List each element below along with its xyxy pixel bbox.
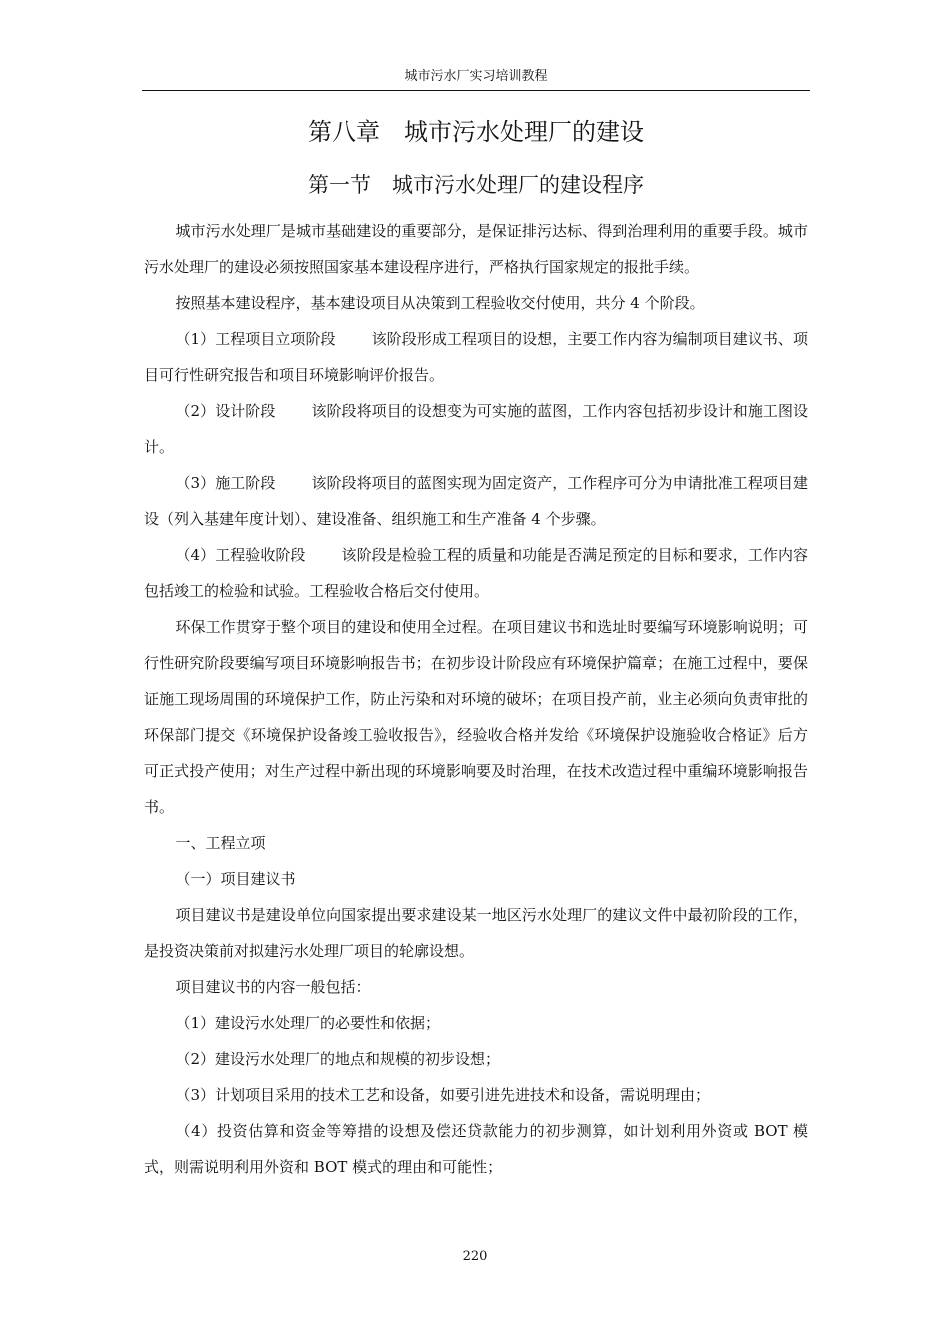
stage-2-text: 该阶段将项目的设想变为可实施的蓝图，工作内容包括初步设计和施工图设计。 [144, 402, 808, 456]
stage-4-name: （4）工程验收阶段 [175, 546, 306, 564]
stage-2-paragraph [144, 393, 808, 465]
stage-4-text: 该阶段是检验工程的质量和功能是否满足预定的目标和要求，工作内容包括竣工的检验和试验。工程验收合格后交付使用。 [144, 546, 808, 600]
paragraph-intro: 城市污水处理厂是城市基础建设的重要部分，是保证排污达标、得到治理利用的重要手段。城市污水处理厂的建设必须按照国家基本建设程序进行，严格执行国家规定的报批手续。 [144, 222, 808, 276]
stage-4-paragraph [144, 537, 808, 609]
paragraph-proposal-definition: 项目建议书是建设单位向国家提出要求建设某一地区污水处理厂的建议文件中最初阶段的工作，是投资决策前对拟建污水处理厂项目的轮廓设想。 [144, 906, 808, 960]
list-item-2: （2）建设污水处理厂的地点和规模的初步设想； [175, 1050, 501, 1068]
paragraph-stages-overview: 按照基本建设程序，基本建设项目从决策到工程验收交付使用，共分 4 个阶段。 [175, 294, 705, 312]
stage-1-paragraph [144, 321, 808, 393]
stage-3-paragraph [144, 465, 808, 537]
header-title: 城市污水厂实习培训教程 [404, 69, 548, 84]
list-item-4: （4）投资估算和资金等筹措的设想及偿还贷款能力的初步测算，如计划利用外资或 BOT 模式，则需说明利用外资和 BOT 模式的理由和可能性； [144, 1122, 808, 1176]
page-header [142, 64, 810, 91]
stage-1-text: 该阶段形成工程项目的设想，主要工作内容为编制项目建议书、项目可行性研究报告和项目环境影响评价报告。 [144, 330, 808, 384]
heading-project-approval: 一、工程立项 [175, 834, 266, 852]
list-item-1: （1）建设污水处理厂的必要性和依据； [175, 1014, 441, 1032]
heading-project-proposal: （一）项目建议书 [175, 870, 296, 888]
list-item-3: （3）计划项目采用的技术工艺和设备，如要引进先进技术和设备，需说明理由； [175, 1086, 711, 1104]
stage-2-name: （2）设计阶段 [175, 402, 276, 420]
stage-3-name: （3）施工阶段 [175, 474, 276, 492]
section-title: 第一节 城市污水处理厂的建设程序 [308, 173, 644, 197]
page-number: 220 [462, 1249, 488, 1264]
stage-3-text: 该阶段将项目的蓝图实现为固定资产，工作程序可分为申请批准工程项目建设（列入基建年度计划）、建设准备、组织施工和生产准备 4 个步骤。 [144, 474, 808, 528]
paragraph-environmental: 环保工作贯穿于整个项目的建设和使用全过程。在项目建议书和选址时要编写环境影响说明；可行性研究阶段要编写项目环境影响报告书；在初步设计阶段应有环境保护篇章；在施工过程中，要保证施工现场周围的环境保护工作，防止污染和对环境的破坏；在项目投产前，业主必须向负责审批的环保部门提交《环境保护设备竣工验收报告》，经验收合格并发给《环境保护设施验收合格证》后方可正式投产使用；对生产过程中新出现的环境影响要及时治理，在技术改造过程中重编环境影响报告书。 [144, 618, 808, 816]
chapter-title: 第八章 城市污水处理厂的建设 [308, 118, 644, 146]
paragraph-proposal-contents: 项目建议书的内容一般包括： [175, 978, 371, 996]
body-text [144, 213, 808, 1185]
stage-1-name: （1）工程项目立项阶段 [175, 330, 336, 348]
